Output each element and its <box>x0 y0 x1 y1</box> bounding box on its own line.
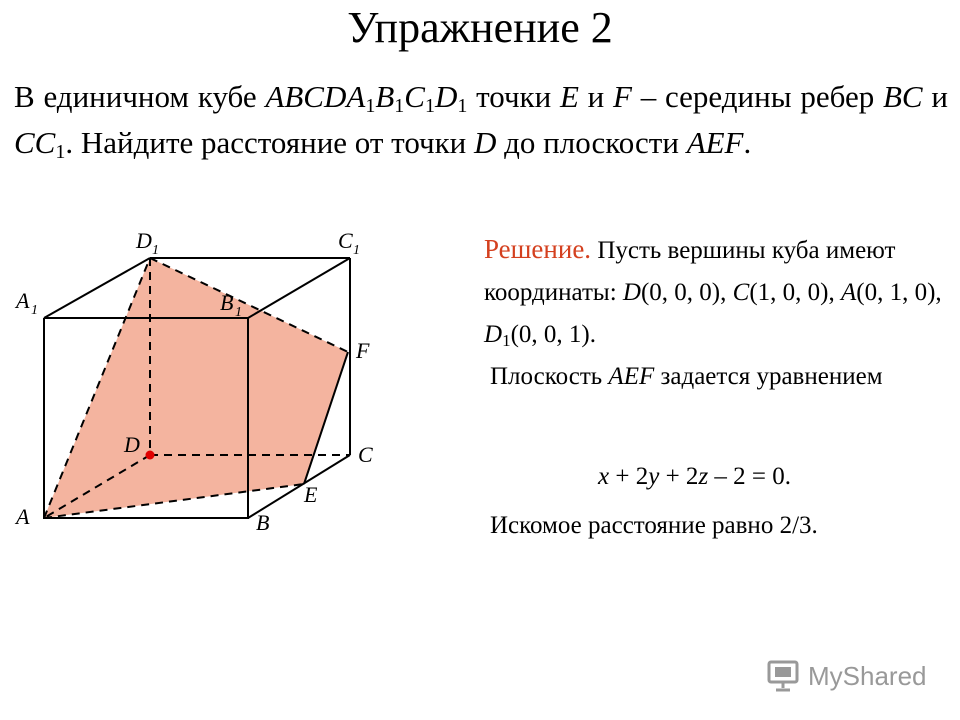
answer-text: Искомое расстояние равно 2/3. <box>490 512 818 539</box>
var-x: x <box>598 463 610 490</box>
watermark-logo <box>766 656 927 696</box>
vertex-label-b: B <box>256 510 270 535</box>
vertex-label-e: E <box>304 482 318 507</box>
coord-value: (0, 1, 0), <box>856 279 942 306</box>
vertex-label-a1: A <box>16 288 30 313</box>
coord-d-label: D <box>622 279 641 306</box>
problem-text: и <box>578 79 614 114</box>
plane-label: AEF <box>686 125 744 160</box>
vertex-sub-a1: 1 <box>31 303 38 318</box>
coord-value: (1, 0, 0), <box>749 279 841 306</box>
section-plane <box>44 258 348 518</box>
cube-name: D <box>434 79 458 114</box>
vertex-sub-d1: 1 <box>152 243 159 258</box>
edge-label: BC <box>883 79 923 114</box>
problem-text: точки <box>467 79 560 114</box>
subscript: 1 <box>457 95 468 117</box>
vertex-label-b1: B <box>220 290 234 315</box>
equation-part: + 2 <box>609 463 649 490</box>
point-d-label: D <box>474 125 497 160</box>
plane-equation <box>598 462 928 492</box>
vertex-label-a: A <box>16 504 30 529</box>
problem-text: . <box>743 125 752 160</box>
vertex-label-f: F <box>356 338 370 363</box>
coord-d1-label: D <box>484 321 503 348</box>
problem-text: до плоскости <box>496 125 687 160</box>
point-f-label: F <box>613 79 632 114</box>
subscript: 1 <box>55 141 66 163</box>
coord-c-label: C <box>732 279 750 306</box>
cube-name: B <box>375 79 395 114</box>
cube-name: C <box>404 79 425 114</box>
cube-name: ABCDA <box>265 79 366 114</box>
equation-part: – 2 = 0. <box>708 463 792 490</box>
var-y: y <box>648 463 660 490</box>
var-z: z <box>698 463 709 490</box>
coord-value: (0, 0, 1). <box>510 321 596 348</box>
point-d-marker <box>146 451 155 460</box>
solution-lead: Решение. <box>484 234 592 264</box>
problem-statement <box>14 74 948 166</box>
edge-label: CC <box>14 125 56 160</box>
coord-a-label: A <box>840 279 857 306</box>
problem-text: – середины ребер <box>631 79 883 114</box>
logo-text: MyShared <box>808 660 927 691</box>
slide-title: Упражнение 2 <box>347 3 613 52</box>
plane-text: Плоскость <box>490 363 609 390</box>
plane-label: AEF <box>608 363 655 390</box>
problem-text: . Найдите расстояние от точки <box>65 125 475 160</box>
presentation-board-icon <box>766 659 800 693</box>
subscript: 1 <box>502 331 511 350</box>
solution-text: Пусть вершины куба имеют координаты: <box>484 237 896 306</box>
vertex-label-c1: C <box>338 228 353 253</box>
subscript: 1 <box>365 95 376 117</box>
problem-text: и <box>922 79 948 114</box>
cube-figure <box>0 222 400 542</box>
subscript: 1 <box>394 95 405 117</box>
vertex-sub-c1: 1 <box>353 243 360 258</box>
plane-text: задается уравнением <box>654 363 883 390</box>
cube-edge <box>248 258 350 318</box>
equation-part: + 2 <box>659 463 699 490</box>
coord-value: (0, 0, 0), <box>640 279 727 306</box>
vertex-sub-b1: 1 <box>235 305 242 320</box>
problem-text: В единичном кубе <box>14 79 266 114</box>
vertex-label-d1: D <box>136 228 152 253</box>
vertex-label-c: C <box>358 442 373 467</box>
subscript: 1 <box>424 95 435 117</box>
vertex-label-d: D <box>124 432 140 457</box>
plane-description <box>490 360 910 394</box>
solution-block <box>484 228 944 356</box>
point-e-label: E <box>559 79 579 114</box>
